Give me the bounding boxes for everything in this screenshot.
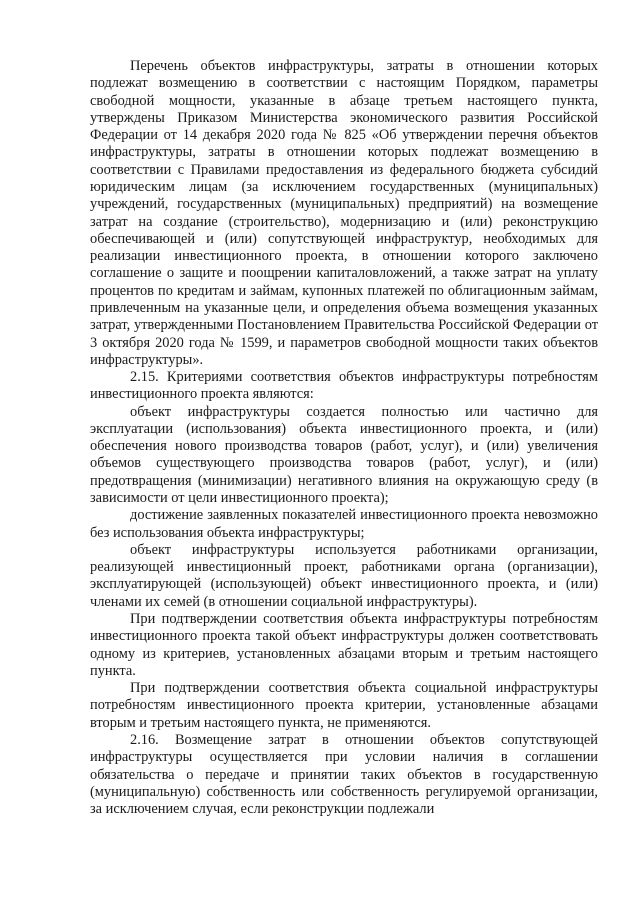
paragraph-social-infrastructure: При подтверждении соответствия объекта социальной инфраструктуры потребностям инвестиционного проекта критерии, установленные абзацами вторым и третьим настоящего пункта, не применяются. (90, 680, 598, 731)
paragraph-section-2-16: 2.16. Возмещение затрат в отношении объектов сопутствующей инфраструктуры осуществляется при условии наличия в соглашении обязательства о передаче и принятии таких объектов в государственную (муниципальную) собственность или собственность регулируемой организации, за исключением случая, если реконструкции подлежали (90, 731, 598, 818)
paragraph-section-2-15: 2.15. Критериями соответствия объектов инфраструктуры потребностям инвестиционного проекта являются: (90, 369, 598, 403)
paragraph-criterion-workers: объект инфраструктуры используется работниками организации, реализующей инвестиционный проект, работниками органа (организации), эксплуатирующей (использующей) объект инвестиционного проекта, и (или) членами их семей (в отношении социальной инфраструктуры). (90, 541, 598, 610)
document-text-body (90, 58, 598, 818)
paragraph-infrastructure-list: Перечень объектов инфраструктуры, затраты в отношении которых подлежат возмещению в соответствии с настоящим Порядком, параметры свободной мощности, указанные в абзаце третьем настоящего пункта, утверждены Приказом Министерства экономического развития Российской Федерации от 14 декабря 2020 года № 825 «Об утверждении перечня объектов инфраструктуры, затраты в отношении которых подлежат возмещению в соответствии с Правилами предоставления из федерального бюджета субсидий юридическим лицам (за исключением государственных (муниципальных) учреждений, государственных (муниципальных) предприятий) на возмещение затрат на создание (строительство), модернизацию и (или) реконструкцию обеспечивающей и (или) сопутствующей инфраструктур, необходимых для реализации инвестиционного проекта, в отношении которого заключено соглашение о защите и поощрении капиталовложений, а также затрат на уплату процентов по кредитам и займам, купонных платежей по облигационным займам, привлеченным на указанные цели, и определения объема возмещения указанных затрат, утвержденными Постановлением Правительства Российской Федерации от 3 октября 2020 года № 1599, и параметров свободной мощности таких объектов инфраструктуры». (90, 58, 598, 368)
paragraph-confirmation-rule: При подтверждении соответствия объекта инфраструктуры потребностям инвестиционного проекта такой объект инфраструктуры должен соответствовать одному из критериев, установленных абзацами вторым и третьим настоящего пункта. (90, 611, 598, 679)
paragraph-criterion-indicators: достижение заявленных показателей инвестиционного проекта невозможно без использования объекта инфраструктуры; (90, 507, 598, 541)
paragraph-criterion-creation: объект инфраструктуры создается полностью или частично для эксплуатации (использования) объекта инвестиционного проекта, и (или) обеспечения нового производства товаров (работ, услуг), и (или) увеличения объемов существующего производства товаров (работ, услуг), и (или) предотвращения (минимизации) негативного влияния на окружающую среду (в зависимости от цели инвестиционного проекта); (90, 403, 598, 507)
